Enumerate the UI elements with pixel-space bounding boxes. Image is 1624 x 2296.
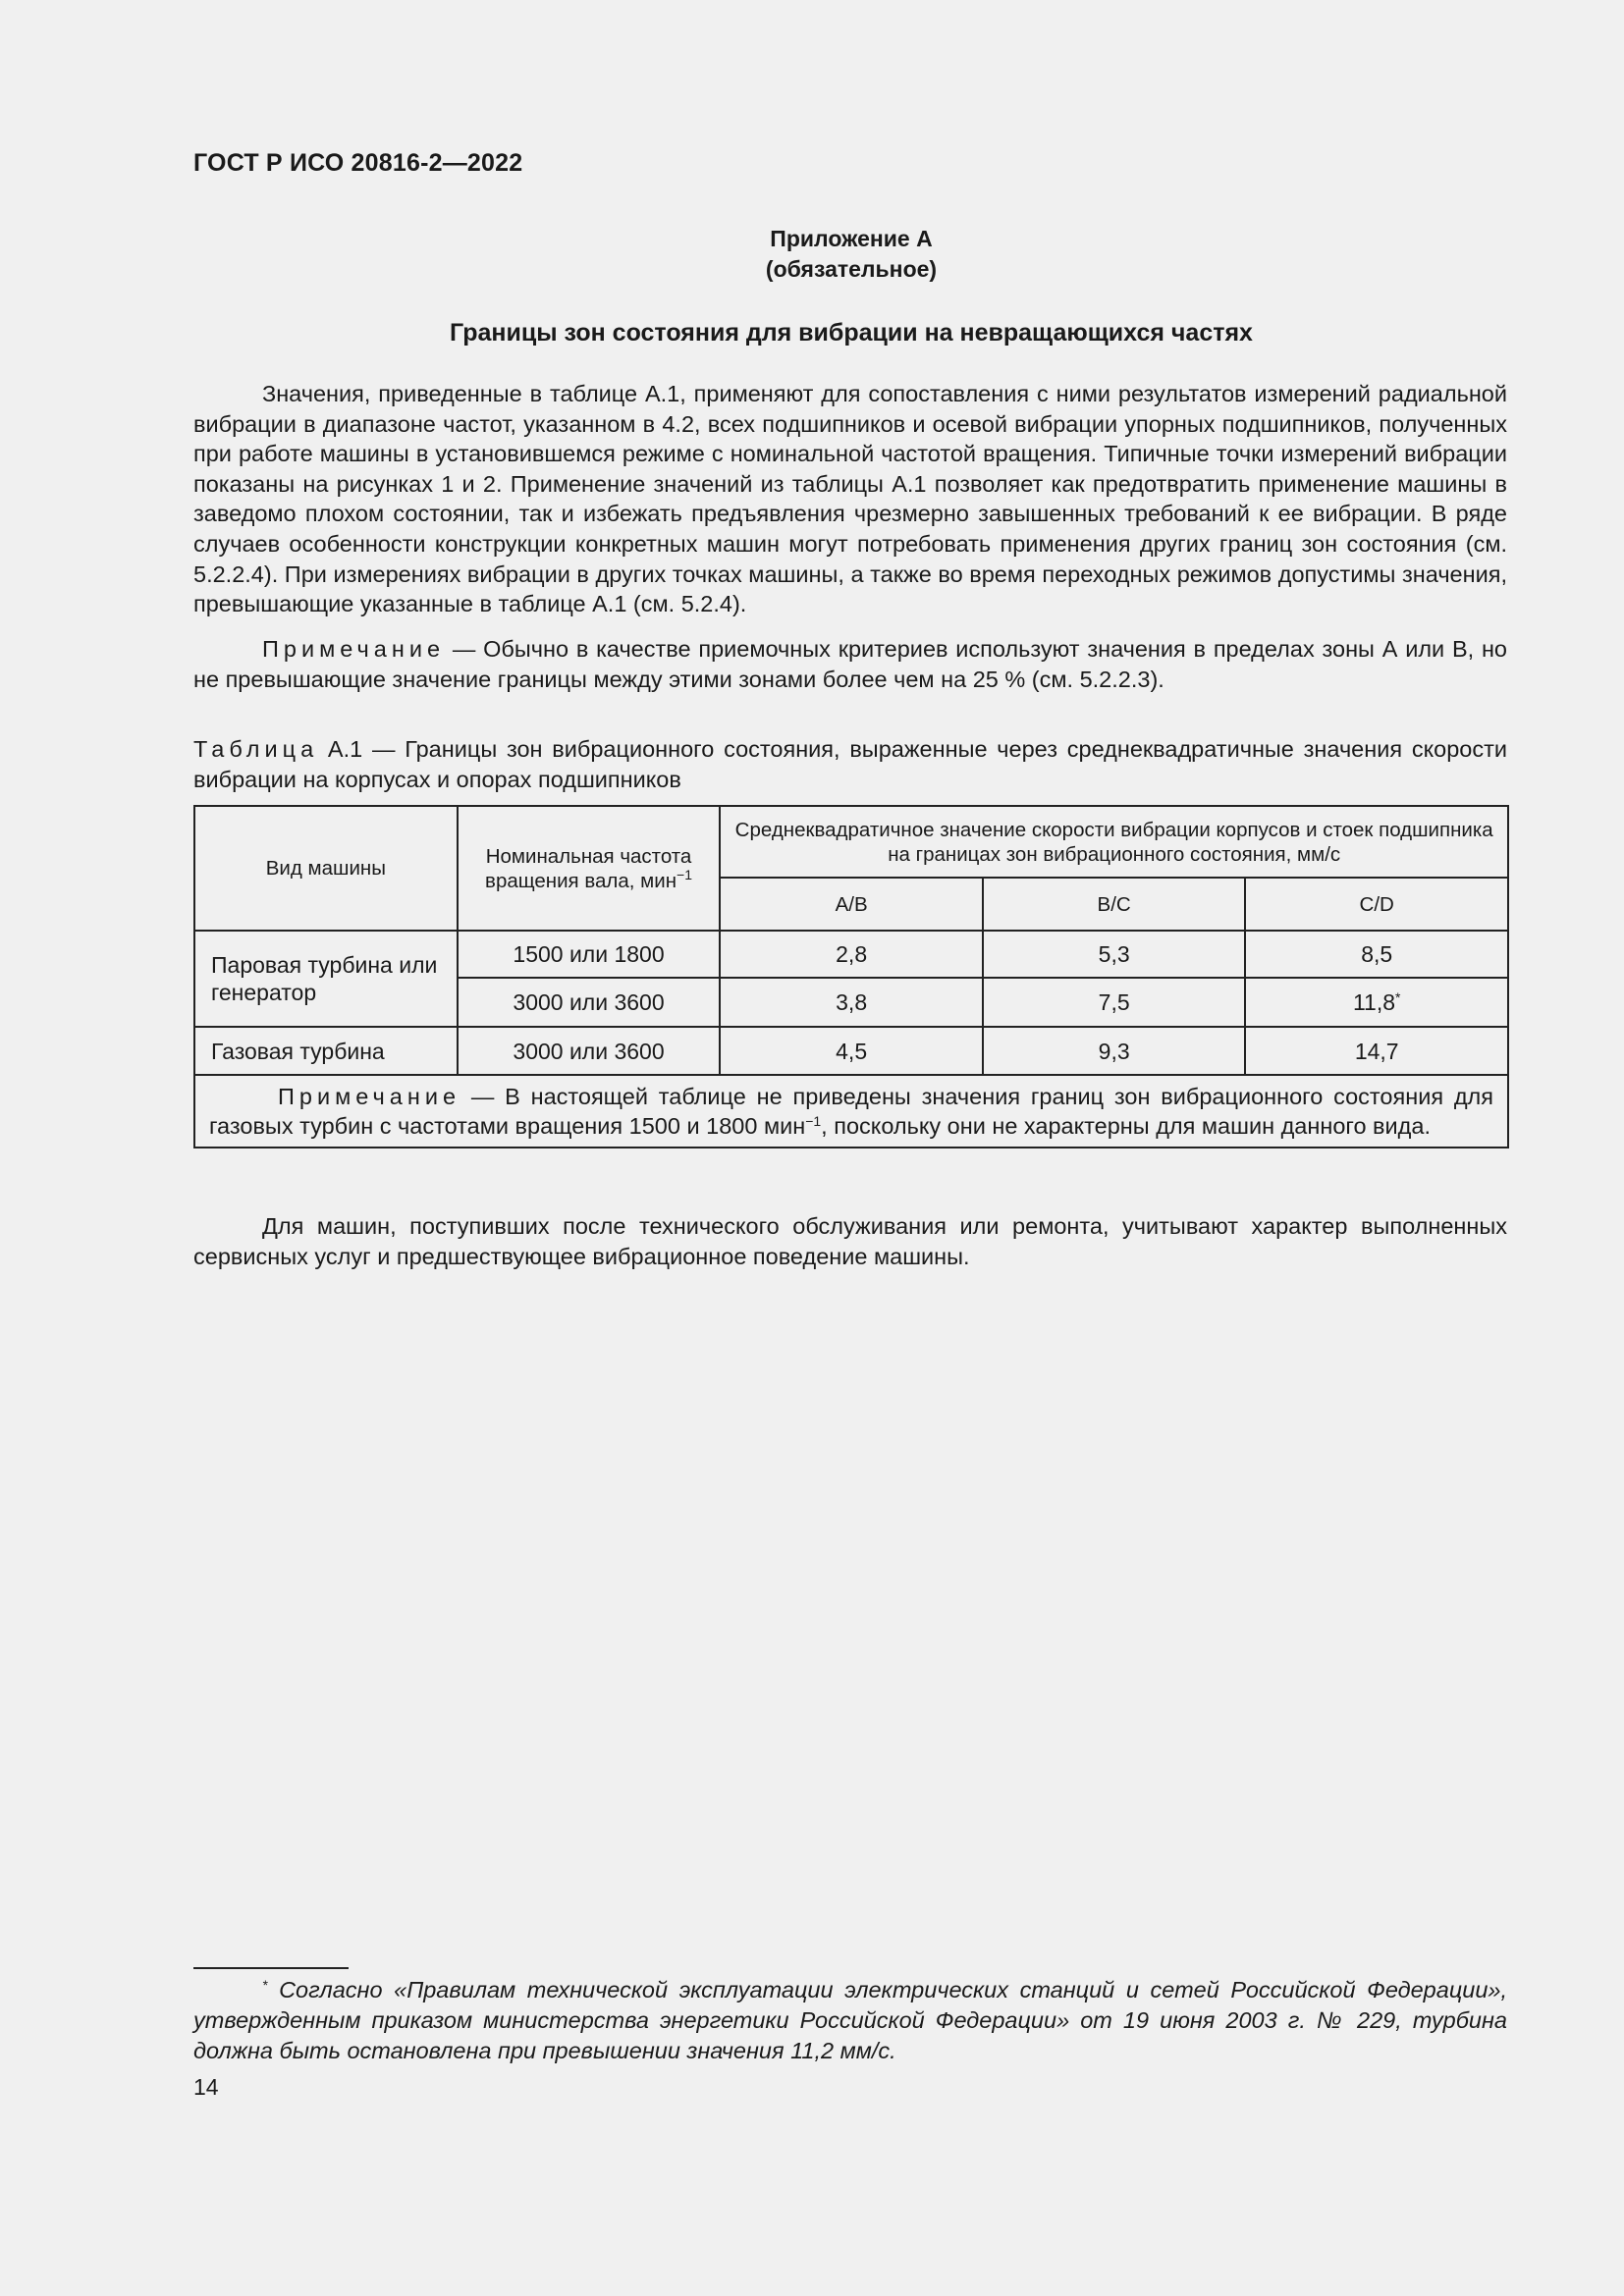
header-rms-velocity: Среднеквадратичное значение скорости вибрации корпусов и стоек подшипника на границах зон вибрационного состояния, мм/с xyxy=(720,806,1508,878)
note-label: Примечание xyxy=(262,636,446,662)
table-note xyxy=(194,1075,1508,1148)
cell-ab: 2,8 xyxy=(720,931,983,978)
cell-cd-marked xyxy=(1245,978,1508,1027)
header-zone-cd: C/D xyxy=(1245,878,1508,931)
cell-speed: 3000 или 3600 xyxy=(458,978,721,1027)
table-note-label: Примечание xyxy=(278,1084,461,1109)
header-machine-type: Вид машины xyxy=(194,806,458,931)
table-row xyxy=(194,1027,1508,1075)
section-title: Границы зон состояния для вибрации на невращающихся частях xyxy=(450,319,1253,347)
cell-bc: 7,5 xyxy=(983,978,1246,1027)
vibration-zones-table xyxy=(193,805,1509,1148)
table-row xyxy=(194,931,1508,978)
cell-cd: 8,5 xyxy=(1245,931,1508,978)
header-zone-bc: B/C xyxy=(983,878,1246,931)
cell-speed: 1500 или 1800 xyxy=(458,931,721,978)
cell-bc: 5,3 xyxy=(983,931,1246,978)
note-paragraph xyxy=(193,634,1507,694)
cell-machine-gas: Газовая турбина xyxy=(194,1027,458,1075)
cell-speed: 3000 или 3600 xyxy=(458,1027,721,1075)
table-caption-text: А.1 — Границы зон вибрационного состояния, выраженные через среднеквадратичные значения скорости вибрации на корпусах и опорах подшипников xyxy=(193,736,1507,792)
annex-label: Приложение А xyxy=(770,226,933,251)
table-caption xyxy=(193,734,1507,794)
table-note-sup: −1 xyxy=(805,1113,822,1129)
table-note-text-b: , поскольку они не характерны для машин данного вида. xyxy=(821,1113,1431,1139)
table-note-text-a: — В настоящей таблице не приведены значения границ зон вибрационного состояния для газовых турбин с частотами вращения 1500 и 1800 мин xyxy=(209,1084,1493,1139)
header-rotation-speed-sup: −1 xyxy=(677,866,692,882)
table-caption-label: Таблица xyxy=(193,736,319,762)
cell-cd: 14,7 xyxy=(1245,1027,1508,1075)
header-rotation-speed-text: Номинальная частота вращения вала, мин xyxy=(485,844,692,892)
header-zone-ab: A/B xyxy=(720,878,983,931)
cell-machine-steam: Паровая турбина или генератор xyxy=(194,931,458,1027)
footnote-text: Согласно «Правилам технической эксплуатации электрических станций и сетей Российской Федерации», утвержденным приказом министерства энергетики Российской Федерации» от 19 июня 2003 г. № 229, турбина должна быть остановлена при превышении значения 11,2 мм/с. xyxy=(193,1977,1507,2063)
note-text: — Обычно в качестве приемочных критериев используют значения в пределах зоны А или В, но не превышающие значение границы между этими зонами более чем на 25 % (см. 5.2.2.3). xyxy=(193,636,1507,692)
service-paragraph: Для машин, поступивших после технического обслуживания или ремонта, учитывают характер выполненных сервисных услуг и предшествующее вибрационное поведение машины. xyxy=(193,1213,1507,1269)
annex-status: (обязательное) xyxy=(765,256,938,282)
footnote-separator xyxy=(193,1967,349,1969)
document-id-header: ГОСТ Р ИСО 20816-2—2022 xyxy=(193,149,523,177)
cell-ab: 3,8 xyxy=(720,978,983,1027)
intro-paragraph: Значения, приведенные в таблице А.1, применяют для сопоставления с ними результатов измерений радиальной вибрации в диапазоне частот, указанном в 4.2, всех подшипников и осевой вибрации упорных подшипников, полученных при работе машины в установившемся режиме с номинальной частотой вращения. Типичные точки измерений вибрации показаны на рисунках 1 и 2. Применение значений из таблицы А.1 позволяет как предотвратить применение машины в заведомо плохом состоянии, так и избежать предъявления чрезмерно завышенных требований к ее вибрации. В ряде случаев особенности конструкции конкретных машин могут потребовать применения других границ зон состояния (см. 5.2.2.4). При измерениях вибрации в других точках машины, а также во время переходных режимов допустимы значения, превышающие указанные в таблице А.1 (см. 5.2.4). xyxy=(193,381,1507,617)
cell-ab: 4,5 xyxy=(720,1027,983,1075)
cell-bc: 9,3 xyxy=(983,1027,1246,1075)
footnote xyxy=(193,1975,1507,2066)
footnote-mark: * xyxy=(1395,989,1401,1005)
cell-cd-value: 11,8 xyxy=(1352,989,1395,1015)
footnote-mark: * xyxy=(262,1977,268,1993)
page-number: 14 xyxy=(193,2074,219,2100)
table-note-row xyxy=(194,1075,1508,1148)
header-rotation-speed xyxy=(458,806,721,931)
